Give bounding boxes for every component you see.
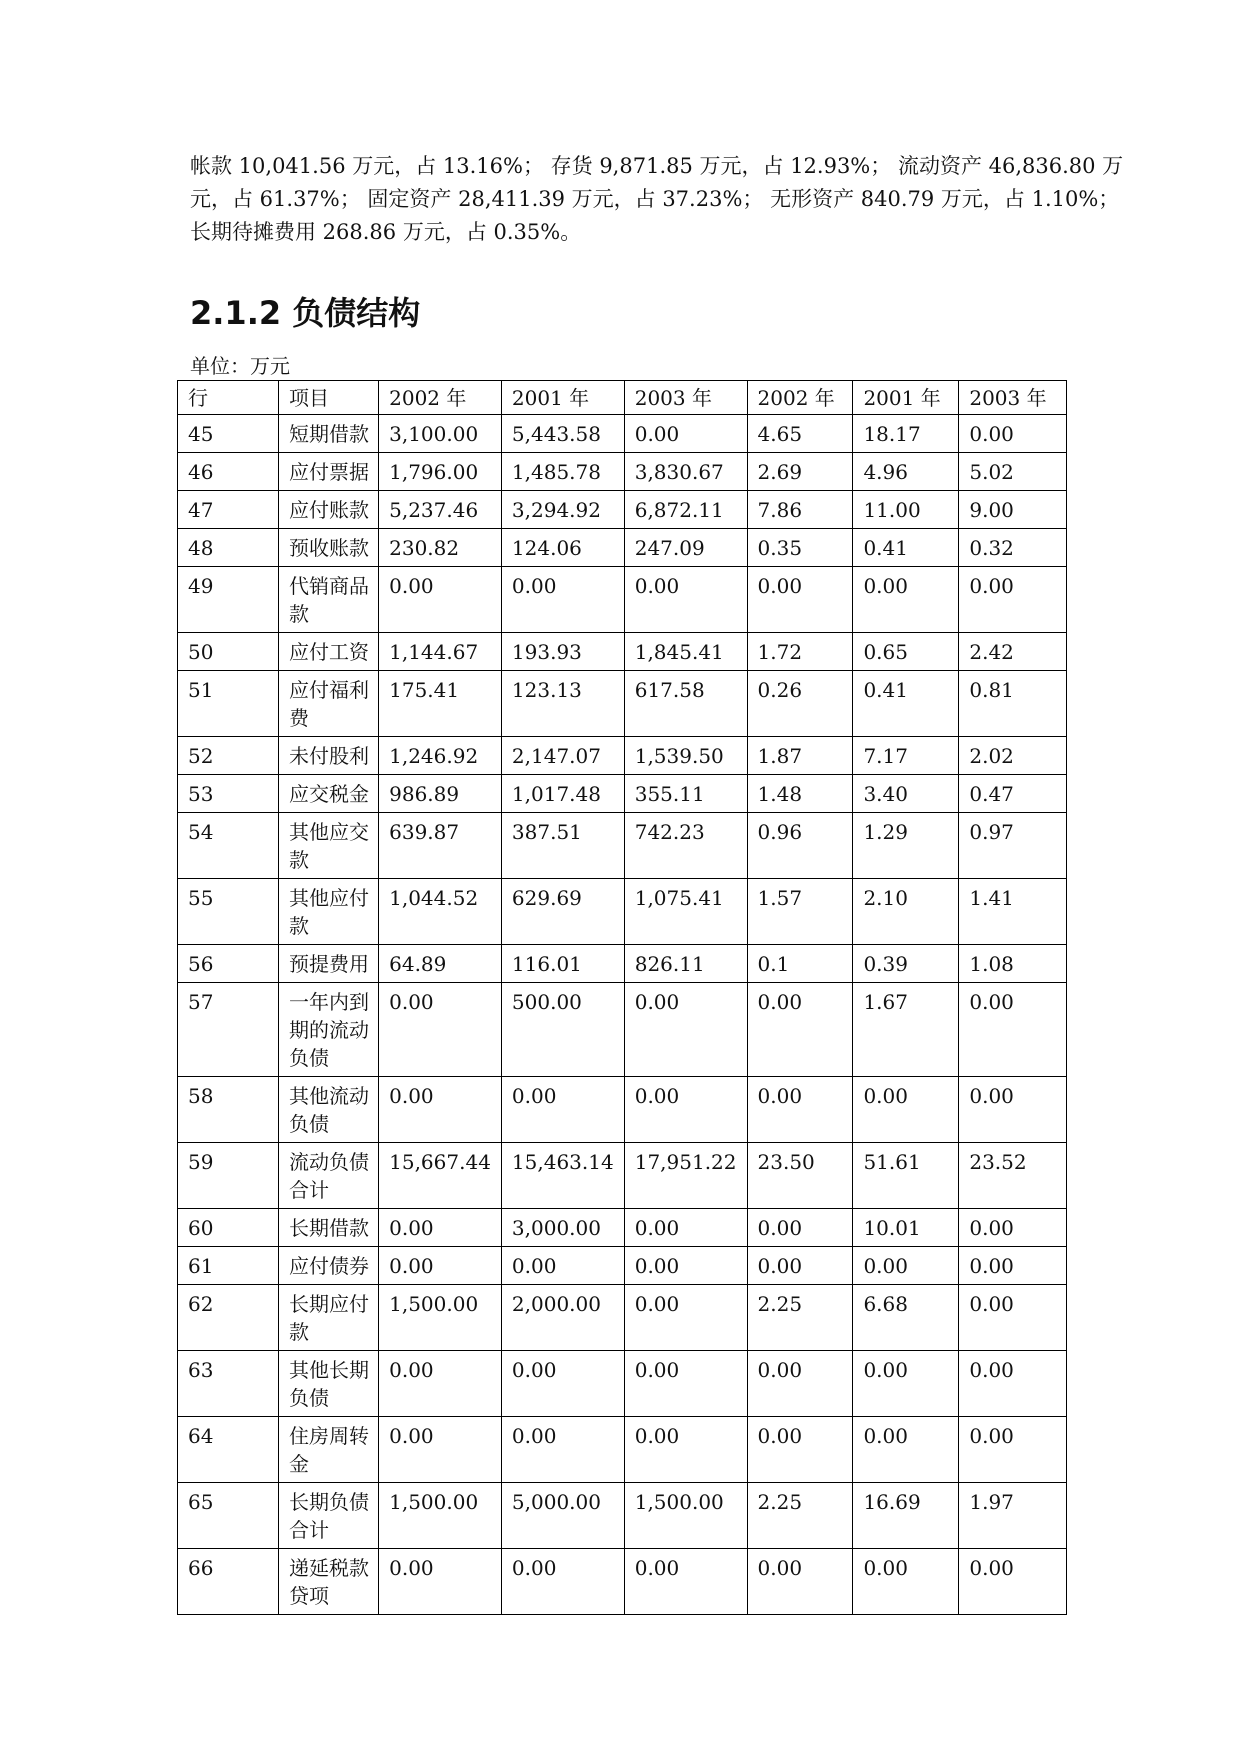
item-name-cell: 长期应付款 [278, 1285, 378, 1351]
value-cell: 1,500.00 [379, 1285, 502, 1351]
row-number-cell: 58 [178, 1077, 279, 1143]
value-cell: 986.89 [379, 775, 502, 813]
value-cell: 1,539.50 [624, 737, 747, 775]
value-cell: 1,500.00 [379, 1483, 502, 1549]
value-cell: 0.00 [959, 1247, 1067, 1285]
value-cell: 0.00 [624, 1285, 747, 1351]
value-cell: 5,443.58 [501, 415, 624, 453]
item-name-cell: 长期负债合计 [278, 1483, 378, 1549]
item-name-cell: 未付股利 [278, 737, 378, 775]
item-name-cell: 应交税金 [278, 775, 378, 813]
value-cell: 1,075.41 [624, 879, 747, 945]
value-cell: 0.00 [959, 1417, 1067, 1483]
row-number-cell: 61 [178, 1247, 279, 1285]
section-heading: 2.1.2 负债结构 [190, 294, 421, 332]
value-cell: 2,000.00 [501, 1285, 624, 1351]
value-cell: 17,951.22 [624, 1143, 747, 1209]
item-name-cell: 其他应交款 [278, 813, 378, 879]
table-row [178, 983, 1067, 1077]
value-cell: 0.00 [624, 1077, 747, 1143]
intro-line: 长期待摊费用 268.86 万元，占 0.35%。 [190, 220, 582, 244]
table-header-row [178, 381, 1067, 415]
item-name-cell: 其他长期负债 [278, 1351, 378, 1417]
value-cell: 0.00 [959, 1285, 1067, 1351]
table-row [178, 945, 1067, 983]
value-cell: 1.72 [747, 633, 853, 671]
value-cell: 3,294.92 [501, 491, 624, 529]
value-cell: 826.11 [624, 945, 747, 983]
column-header: 2002 年 [747, 381, 853, 415]
value-cell: 0.97 [959, 813, 1067, 879]
value-cell: 5,000.00 [501, 1483, 624, 1549]
value-cell: 0.41 [853, 671, 959, 737]
value-cell: 3,100.00 [379, 415, 502, 453]
item-name-cell: 其他应付款 [278, 879, 378, 945]
value-cell: 1,144.67 [379, 633, 502, 671]
value-cell: 0.00 [624, 415, 747, 453]
value-cell: 16.69 [853, 1483, 959, 1549]
value-cell: 175.41 [379, 671, 502, 737]
value-cell: 0.00 [501, 1247, 624, 1285]
value-cell: 116.01 [501, 945, 624, 983]
table-row [178, 1483, 1067, 1549]
intro-line: 元，占 61.37%； 固定资产 28,411.39 万元，占 37.23%； 无形资产 840.79 万元，占 1.10%； [190, 187, 1120, 211]
value-cell: 2.25 [747, 1483, 853, 1549]
value-cell: 0.00 [379, 983, 502, 1077]
value-cell: 9.00 [959, 491, 1067, 529]
value-cell: 6.68 [853, 1285, 959, 1351]
value-cell: 0.00 [959, 1077, 1067, 1143]
value-cell: 2.42 [959, 633, 1067, 671]
value-cell: 230.82 [379, 529, 502, 567]
value-cell: 0.00 [747, 1247, 853, 1285]
value-cell: 11.00 [853, 491, 959, 529]
row-number-cell: 60 [178, 1209, 279, 1247]
value-cell: 639.87 [379, 813, 502, 879]
value-cell: 5.02 [959, 453, 1067, 491]
table-row [178, 775, 1067, 813]
value-cell: 0.00 [853, 1417, 959, 1483]
value-cell: 3.40 [853, 775, 959, 813]
table-row [178, 1417, 1067, 1483]
value-cell: 0.00 [624, 983, 747, 1077]
value-cell: 2.02 [959, 737, 1067, 775]
row-number-cell: 46 [178, 453, 279, 491]
value-cell: 0.00 [379, 1417, 502, 1483]
row-number-cell: 57 [178, 983, 279, 1077]
value-cell: 0.00 [747, 983, 853, 1077]
value-cell: 0.65 [853, 633, 959, 671]
table-row [178, 529, 1067, 567]
value-cell: 0.00 [959, 983, 1067, 1077]
value-cell: 0.00 [853, 1351, 959, 1417]
value-cell: 0.00 [747, 1549, 853, 1615]
item-name-cell: 住房周转金 [278, 1417, 378, 1483]
column-header: 项目 [278, 381, 378, 415]
row-number-cell: 52 [178, 737, 279, 775]
value-cell: 3,830.67 [624, 453, 747, 491]
item-name-cell: 其他流动负债 [278, 1077, 378, 1143]
table-row [178, 1285, 1067, 1351]
value-cell: 1,500.00 [624, 1483, 747, 1549]
value-cell: 0.00 [379, 1351, 502, 1417]
table-row [178, 453, 1067, 491]
item-name-cell: 应付福利费 [278, 671, 378, 737]
column-header: 行 [178, 381, 279, 415]
table-row [178, 491, 1067, 529]
value-cell: 15,463.14 [501, 1143, 624, 1209]
value-cell: 742.23 [624, 813, 747, 879]
value-cell: 64.89 [379, 945, 502, 983]
value-cell: 0.00 [747, 1077, 853, 1143]
value-cell: 1.87 [747, 737, 853, 775]
value-cell: 23.50 [747, 1143, 853, 1209]
value-cell: 1,485.78 [501, 453, 624, 491]
value-cell: 6,872.11 [624, 491, 747, 529]
value-cell: 0.00 [747, 1351, 853, 1417]
value-cell: 0.00 [853, 1077, 959, 1143]
value-cell: 0.00 [959, 415, 1067, 453]
row-number-cell: 63 [178, 1351, 279, 1417]
value-cell: 0.00 [624, 1417, 747, 1483]
value-cell: 124.06 [501, 529, 624, 567]
item-name-cell: 递延税款贷项 [278, 1549, 378, 1615]
row-number-cell: 50 [178, 633, 279, 671]
item-name-cell: 应付债券 [278, 1247, 378, 1285]
value-cell: 7.86 [747, 491, 853, 529]
unit-label: 单位：万元 [190, 354, 290, 378]
value-cell: 0.96 [747, 813, 853, 879]
value-cell: 1,017.48 [501, 775, 624, 813]
row-number-cell: 49 [178, 567, 279, 633]
row-number-cell: 56 [178, 945, 279, 983]
table-row [178, 879, 1067, 945]
value-cell: 0.35 [747, 529, 853, 567]
table-row [178, 813, 1067, 879]
row-number-cell: 66 [178, 1549, 279, 1615]
column-header: 2003 年 [959, 381, 1067, 415]
value-cell: 0.81 [959, 671, 1067, 737]
value-cell: 0.00 [747, 1417, 853, 1483]
value-cell: 0.00 [853, 1247, 959, 1285]
value-cell: 0.00 [624, 1209, 747, 1247]
value-cell: 0.00 [624, 1351, 747, 1417]
row-number-cell: 59 [178, 1143, 279, 1209]
table-row [178, 1077, 1067, 1143]
value-cell: 4.65 [747, 415, 853, 453]
value-cell: 10.01 [853, 1209, 959, 1247]
row-number-cell: 65 [178, 1483, 279, 1549]
intro-line: 帐款 10,041.56 万元，占 13.16%； 存货 9,871.85 万元，占 12.93%； 流动资产 46,836.80 万 [190, 154, 1124, 178]
item-name-cell: 流动负债合计 [278, 1143, 378, 1209]
table-row [178, 1209, 1067, 1247]
value-cell: 0.00 [959, 567, 1067, 633]
value-cell: 5,237.46 [379, 491, 502, 529]
row-number-cell: 48 [178, 529, 279, 567]
value-cell: 0.00 [747, 1209, 853, 1247]
value-cell: 0.00 [624, 1549, 747, 1615]
value-cell: 15,667.44 [379, 1143, 502, 1209]
value-cell: 18.17 [853, 415, 959, 453]
table-body [178, 415, 1067, 1615]
row-number-cell: 55 [178, 879, 279, 945]
value-cell: 1.97 [959, 1483, 1067, 1549]
intro-paragraph [190, 150, 1124, 249]
column-header: 2002 年 [379, 381, 502, 415]
value-cell: 2.10 [853, 879, 959, 945]
table-row [178, 1549, 1067, 1615]
value-cell: 1,796.00 [379, 453, 502, 491]
table-row [178, 1351, 1067, 1417]
value-cell: 0.00 [501, 567, 624, 633]
value-cell: 23.52 [959, 1143, 1067, 1209]
value-cell: 355.11 [624, 775, 747, 813]
table-row [178, 671, 1067, 737]
value-cell: 0.00 [959, 1549, 1067, 1615]
table-row [178, 567, 1067, 633]
item-name-cell: 代销商品款 [278, 567, 378, 633]
value-cell: 0.00 [624, 1247, 747, 1285]
row-number-cell: 45 [178, 415, 279, 453]
value-cell: 0.32 [959, 529, 1067, 567]
value-cell: 0.00 [379, 1247, 502, 1285]
row-number-cell: 51 [178, 671, 279, 737]
value-cell: 1,246.92 [379, 737, 502, 775]
value-cell: 0.00 [853, 1549, 959, 1615]
item-name-cell: 预收账款 [278, 529, 378, 567]
value-cell: 1.41 [959, 879, 1067, 945]
item-name-cell: 应付票据 [278, 453, 378, 491]
value-cell: 3,000.00 [501, 1209, 624, 1247]
item-name-cell: 应付工资 [278, 633, 378, 671]
value-cell: 2.69 [747, 453, 853, 491]
column-header: 2001 年 [501, 381, 624, 415]
value-cell: 0.47 [959, 775, 1067, 813]
value-cell: 0.1 [747, 945, 853, 983]
value-cell: 2,147.07 [501, 737, 624, 775]
value-cell: 0.39 [853, 945, 959, 983]
value-cell: 0.00 [959, 1351, 1067, 1417]
value-cell: 4.96 [853, 453, 959, 491]
value-cell: 1.08 [959, 945, 1067, 983]
item-name-cell: 应付账款 [278, 491, 378, 529]
column-header: 2001 年 [853, 381, 959, 415]
table-row [178, 737, 1067, 775]
row-number-cell: 47 [178, 491, 279, 529]
item-name-cell: 预提费用 [278, 945, 378, 983]
value-cell: 500.00 [501, 983, 624, 1077]
value-cell: 2.25 [747, 1285, 853, 1351]
value-cell: 0.00 [501, 1549, 624, 1615]
value-cell: 123.13 [501, 671, 624, 737]
value-cell: 0.00 [379, 1549, 502, 1615]
item-name-cell: 长期借款 [278, 1209, 378, 1247]
liability-structure-table [177, 380, 1067, 1615]
item-name-cell: 短期借款 [278, 415, 378, 453]
table-row [178, 1247, 1067, 1285]
value-cell: 0.00 [853, 567, 959, 633]
value-cell: 0.00 [379, 567, 502, 633]
value-cell: 1.57 [747, 879, 853, 945]
row-number-cell: 54 [178, 813, 279, 879]
value-cell: 0.41 [853, 529, 959, 567]
value-cell: 193.93 [501, 633, 624, 671]
value-cell: 1,044.52 [379, 879, 502, 945]
item-name-cell: 一年内到期的流动负债 [278, 983, 378, 1077]
value-cell: 7.17 [853, 737, 959, 775]
value-cell: 1.29 [853, 813, 959, 879]
value-cell: 0.00 [379, 1077, 502, 1143]
row-number-cell: 64 [178, 1417, 279, 1483]
value-cell: 617.58 [624, 671, 747, 737]
value-cell: 0.26 [747, 671, 853, 737]
value-cell: 51.61 [853, 1143, 959, 1209]
value-cell: 0.00 [501, 1417, 624, 1483]
value-cell: 0.00 [747, 567, 853, 633]
value-cell: 629.69 [501, 879, 624, 945]
value-cell: 0.00 [379, 1209, 502, 1247]
value-cell: 387.51 [501, 813, 624, 879]
value-cell: 0.00 [959, 1209, 1067, 1247]
value-cell: 0.00 [624, 567, 747, 633]
table-row [178, 415, 1067, 453]
value-cell: 1,845.41 [624, 633, 747, 671]
value-cell: 0.00 [501, 1351, 624, 1417]
table-row [178, 633, 1067, 671]
row-number-cell: 62 [178, 1285, 279, 1351]
row-number-cell: 53 [178, 775, 279, 813]
value-cell: 1.67 [853, 983, 959, 1077]
value-cell: 1.48 [747, 775, 853, 813]
value-cell: 0.00 [501, 1077, 624, 1143]
value-cell: 247.09 [624, 529, 747, 567]
table-row [178, 1143, 1067, 1209]
column-header: 2003 年 [624, 381, 747, 415]
